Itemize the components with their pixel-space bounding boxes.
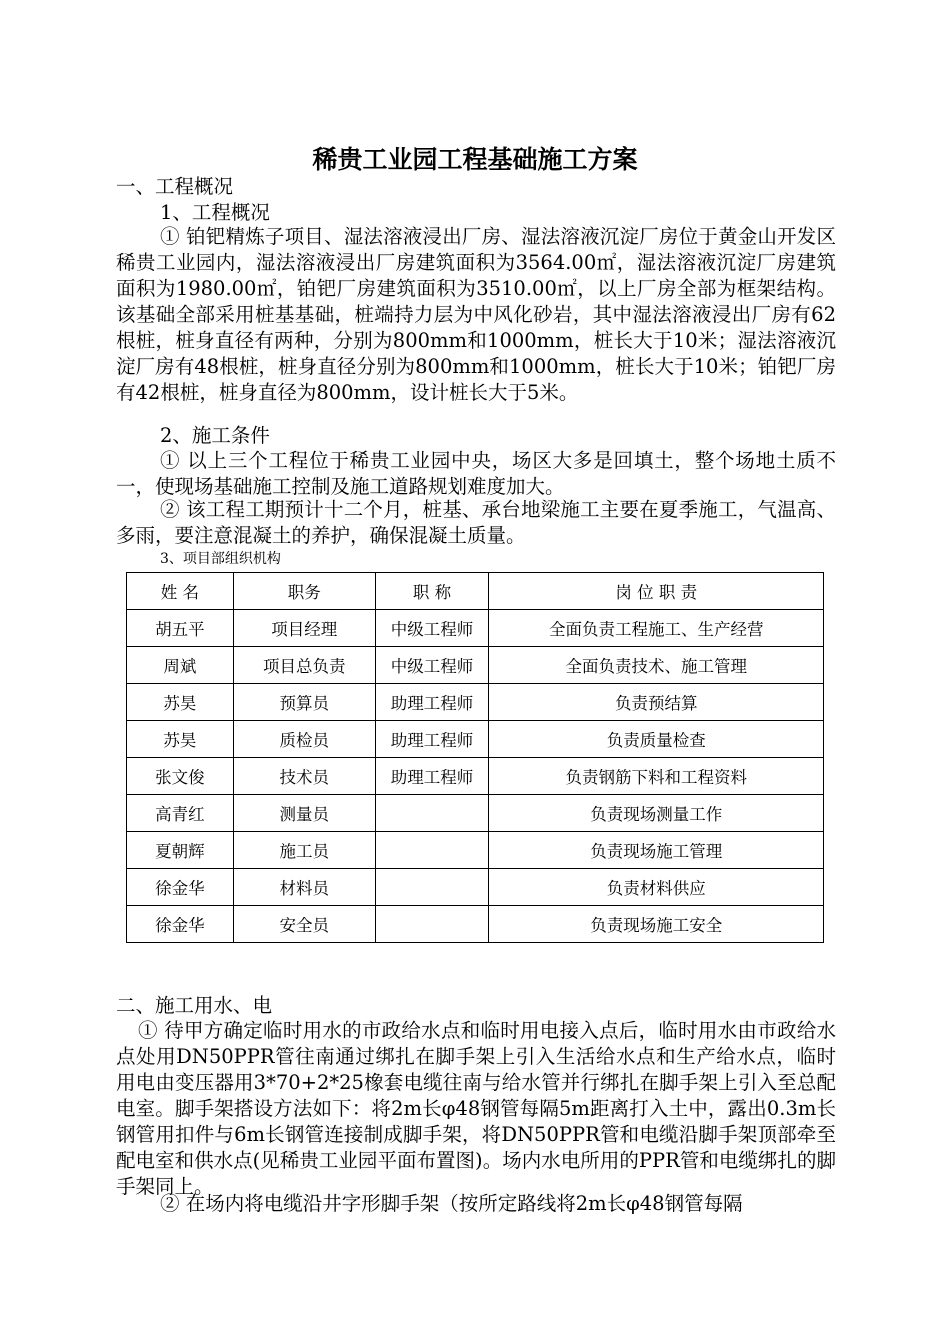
cell-title: 中级工程师 xyxy=(375,647,489,684)
cell-duty: 负责材料供应 xyxy=(489,869,824,906)
cell-position: 项目总负责 xyxy=(233,647,375,684)
cell-duty: 全面负责技术、施工管理 xyxy=(489,647,824,684)
cell-position: 施工员 xyxy=(233,832,375,869)
table-row xyxy=(127,906,824,943)
document-title: 稀贵工业园工程基础施工方案 xyxy=(312,145,638,174)
organization-table xyxy=(126,572,824,943)
cell-title: 中级工程师 xyxy=(375,610,489,647)
cell-name: 周斌 xyxy=(127,647,234,684)
table-row xyxy=(127,869,824,906)
cell-title xyxy=(375,832,489,869)
water-power-paragraph-2: ② 在场内将电缆沿井字形脚手架（按所定路线将2m长φ48钢管每隔 xyxy=(160,1192,743,1215)
cell-title xyxy=(375,869,489,906)
cell-title xyxy=(375,906,489,943)
section-1-heading: 一、工程概况 xyxy=(116,175,234,198)
cell-position: 质检员 xyxy=(233,721,375,758)
cell-position: 测量员 xyxy=(233,795,375,832)
table-row xyxy=(127,610,824,647)
cell-position: 安全员 xyxy=(233,906,375,943)
table-row xyxy=(127,795,824,832)
table-header-row xyxy=(127,573,824,610)
water-power-paragraph-1: ① 待甲方确定临时用水的市政给水点和临时用电接入点后，临时用水由市政给水点处用DN50PPR管往南通过绑扎在脚手架上引入生活给水点和生产给水点，临时用电由变压器用3*70+2*25橡套电缆往南与给水管并行绑扎在脚手架上引入至总配电室。脚手架搭设方法如下：将2m长φ48钢管每隔5m距离打入土中，露出0.3m长钢管用扣件与6m长钢管连接制成脚手架，将DN50PPR管和电缆沿脚手架顶部牵至配电室和供水点(见稀贵工业园平面布置图)。场内水电所用的PPR管和电缆绑扎的脚手架同上。 xyxy=(116,1019,836,1198)
cell-duty: 全面负责工程施工、生产经营 xyxy=(489,610,824,647)
cell-position: 材料员 xyxy=(233,869,375,906)
cell-name: 张文俊 xyxy=(127,758,234,795)
cell-title: 助理工程师 xyxy=(375,721,489,758)
cell-name: 徐金华 xyxy=(127,906,234,943)
cell-position: 项目经理 xyxy=(233,610,375,647)
cell-duty: 负责质量检查 xyxy=(489,721,824,758)
cell-name: 徐金华 xyxy=(127,869,234,906)
cell-duty: 负责现场施工安全 xyxy=(489,906,824,943)
cell-duty: 负责预结算 xyxy=(489,684,824,721)
cell-duty: 负责现场施工管理 xyxy=(489,832,824,869)
table-row xyxy=(127,832,824,869)
overview-paragraph: ① 铂钯精炼子项目、湿法溶液浸出厂房、湿法溶液沉淀厂房位于黄金山开发区稀贵工业园内，湿法溶液浸出厂房建筑面积为3564.00㎡，湿法溶液沉淀厂房建筑面积为1980.00㎡，铂钯厂房建筑面积为3510.00㎡，以上厂房全部为框架结构。该基础全部采用桩基基础，桩端持力层为中风化砂岩，其中湿法溶液浸出厂房有62根桩，桩身直径有两种，分别为800mm和1000mm，桩长大于10米；湿法溶液沉淀厂房有48根桩，桩身直径分别为800mm和1000mm，桩长大于10米；铂钯厂房有42根桩，桩身直径为800mm，设计桩长大于5米。 xyxy=(116,225,836,404)
table-row xyxy=(127,721,824,758)
header-name: 姓 名 xyxy=(127,573,234,610)
cell-name: 高青红 xyxy=(127,795,234,832)
cell-duty: 负责现场测量工作 xyxy=(489,795,824,832)
cell-name: 胡五平 xyxy=(127,610,234,647)
header-title: 职 称 xyxy=(375,573,489,610)
subsection-1-1-heading: 1、工程概况 xyxy=(160,201,270,224)
cell-duty: 负责钢筋下料和工程资料 xyxy=(489,758,824,795)
conditions-paragraph-2: ② 该工程工期预计十二个月，桩基、承台地梁施工主要在夏季施工，气温高、多雨，要注意混凝土的养护，确保混凝土质量。 xyxy=(116,498,836,547)
table-row xyxy=(127,647,824,684)
cell-title xyxy=(375,795,489,832)
cell-name: 夏朝辉 xyxy=(127,832,234,869)
table-row xyxy=(127,684,824,721)
cell-position: 预算员 xyxy=(233,684,375,721)
conditions-paragraph-1: ① 以上三个工程位于稀贵工业园中央，场区大多是回填土，整个场地土质不一，使现场基础施工控制及施工道路规划难度加大。 xyxy=(116,449,836,498)
subsection-1-2-heading: 2、施工条件 xyxy=(160,424,270,447)
cell-position: 技术员 xyxy=(233,758,375,795)
section-2-heading: 二、施工用水、电 xyxy=(116,994,273,1017)
header-position: 职务 xyxy=(233,573,375,610)
header-duty: 岗 位 职 责 xyxy=(489,573,824,610)
cell-name: 苏昊 xyxy=(127,684,234,721)
cell-name: 苏昊 xyxy=(127,721,234,758)
cell-title: 助理工程师 xyxy=(375,684,489,721)
table-row xyxy=(127,758,824,795)
table-caption: 3、项目部组织机构 xyxy=(160,551,281,567)
cell-title: 助理工程师 xyxy=(375,758,489,795)
